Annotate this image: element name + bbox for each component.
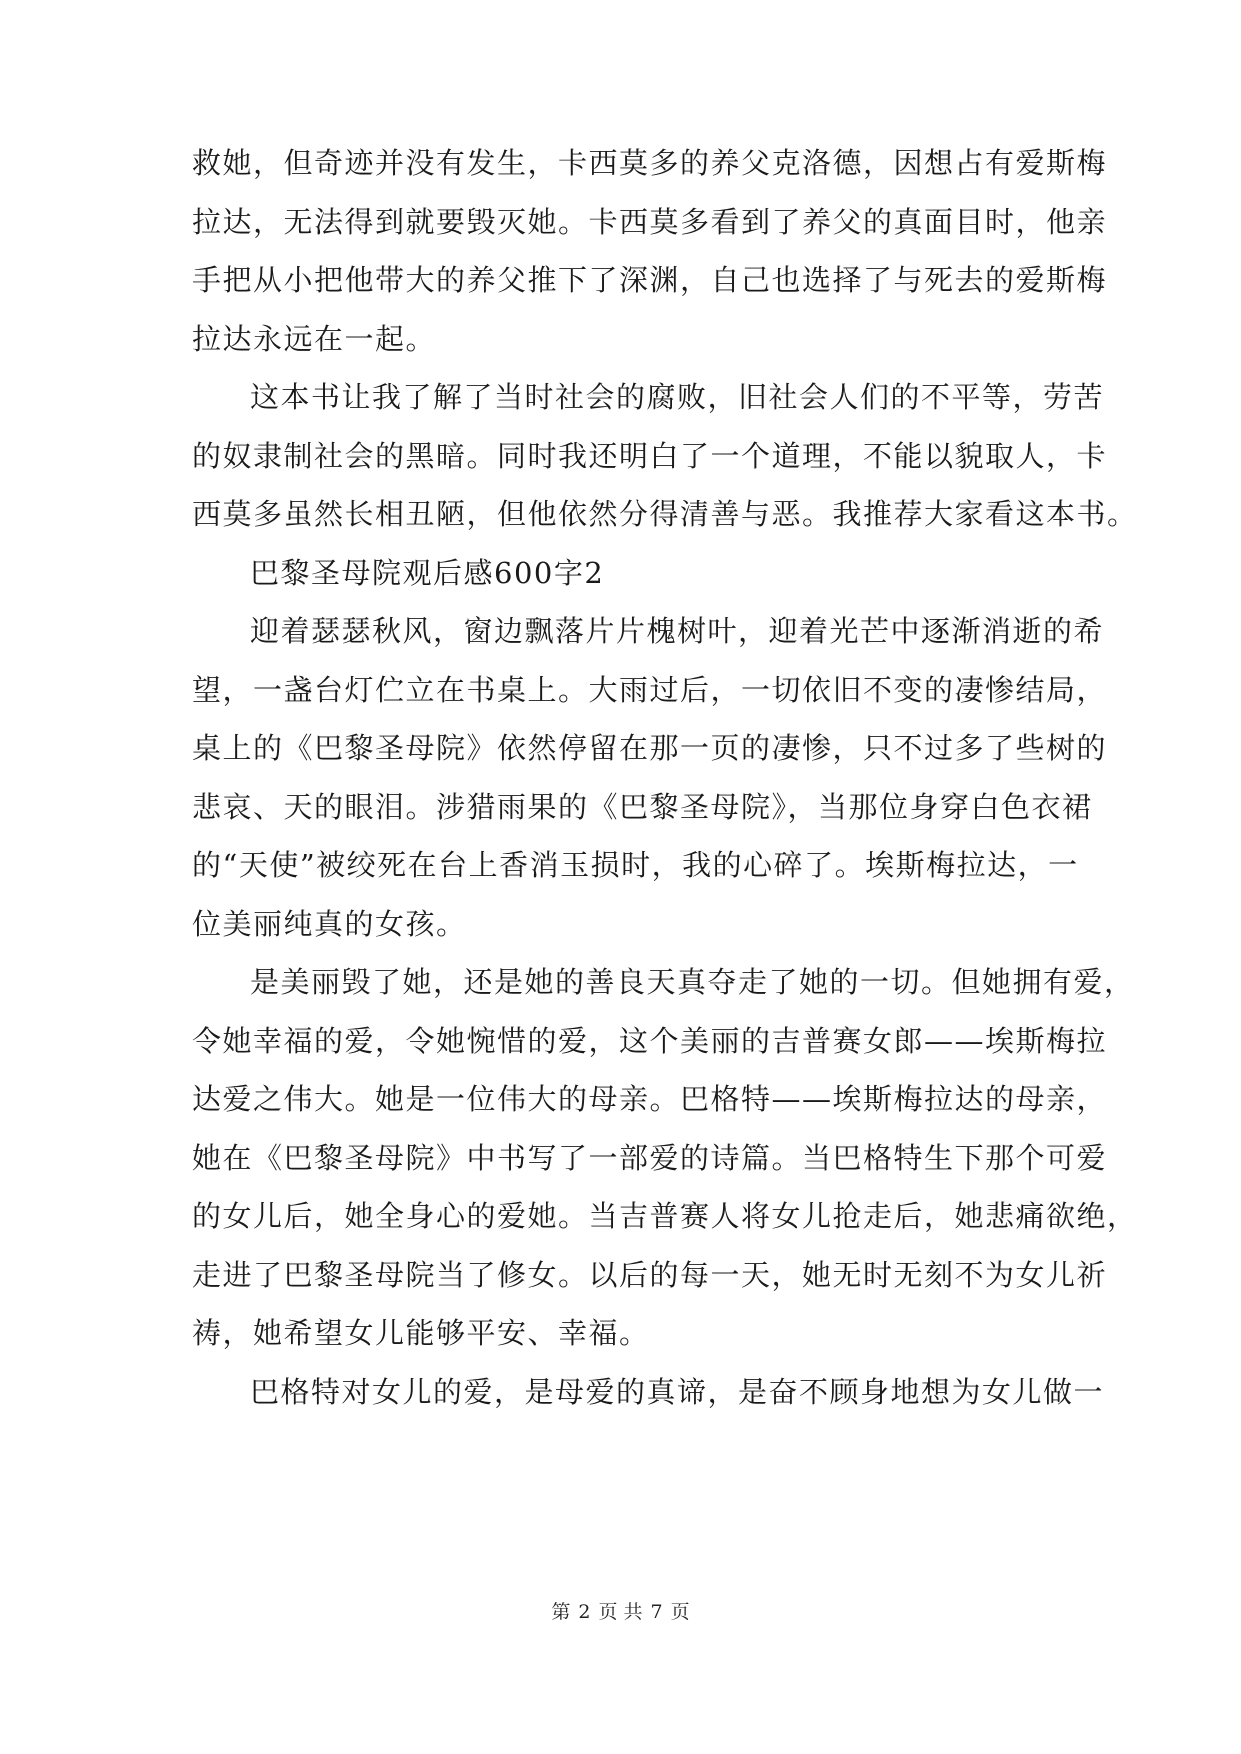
text-line: 手把从小把他带大的养父推下了深渊，自己也选择了与死去的爱斯梅: [192, 263, 1108, 297]
text-line: 的奴隶制社会的黑暗。同时我还明白了一个道理，不能以貌取人，卡: [192, 439, 1108, 473]
footer-current-page: 2: [578, 1601, 591, 1623]
text-line: 桌上的《巴黎圣母院》依然停留在那一页的凄惨，只不过多了些树的: [192, 731, 1108, 765]
text-line: 迎着瑟瑟秋风，窗边飘落片片槐树叶，迎着光芒中逐渐消逝的希: [250, 614, 1105, 648]
text-line: 达爱之伟大。她是一位伟大的母亲。巴格特——埃斯梅拉达的母亲，: [192, 1082, 1108, 1116]
text-line: 救她，但奇迹并没有发生，卡西莫多的养父克洛德，因想占有爱斯梅: [192, 146, 1108, 180]
text-line: 西莫多虽然长相丑陋，但他依然分得清善与恶。我推荐大家看这本书。: [192, 497, 1138, 531]
footer-suffix: 页: [670, 1601, 690, 1623]
footer-prefix: 第: [551, 1601, 571, 1623]
footer-total-pages: 7: [650, 1601, 663, 1623]
text-line: 望，一盏台灯伫立在书桌上。大雨过后，一切依旧不变的凄惨结局，: [192, 673, 1108, 707]
text-line: 走进了巴黎圣母院当了修女。以后的每一天，她无时无刻不为女儿祈: [192, 1258, 1108, 1292]
text-line: 祷，她希望女儿能够平安、幸福。: [192, 1316, 650, 1350]
section-heading: 巴黎圣母院观后感600字2: [250, 556, 605, 590]
text-line: 的女儿后，她全身心的爱她。当吉普赛人将女儿抢走后，她悲痛欲绝，: [192, 1199, 1138, 1233]
text-line: 她在《巴黎圣母院》中书写了一部爱的诗篇。当巴格特生下那个可爱: [192, 1141, 1108, 1175]
text-line: 悲哀、天的眼泪。涉猎雨果的《巴黎圣母院》，当那位身穿白色衣裙: [192, 790, 1093, 824]
text-line: 拉达永远在一起。: [192, 322, 437, 356]
footer-middle: 页 共: [598, 1601, 643, 1623]
text-line: 位美丽纯真的女孩。: [192, 907, 467, 941]
text-line: 巴格特对女儿的爱，是母爱的真谛，是奋不顾身地想为女儿做一: [250, 1375, 1105, 1409]
page-footer: [0, 1600, 1241, 1624]
text-line: 是美丽毁了她，还是她的善良天真夺走了她的一切。但她拥有爱，: [250, 965, 1135, 999]
text-line: 拉达，无法得到就要毁灭她。卡西莫多看到了养父的真面目时，他亲: [192, 205, 1108, 239]
text-line: 这本书让我了解了当时社会的腐败，旧社会人们的不平等，劳苦: [250, 380, 1105, 414]
text-line: 的“天使”被绞死在台上香消玉损时，我的心碎了。埃斯梅拉达，一: [192, 848, 1079, 882]
text-line: 令她幸福的爱，令她惋惜的爱，这个美丽的吉普赛女郎——埃斯梅拉: [192, 1024, 1108, 1058]
